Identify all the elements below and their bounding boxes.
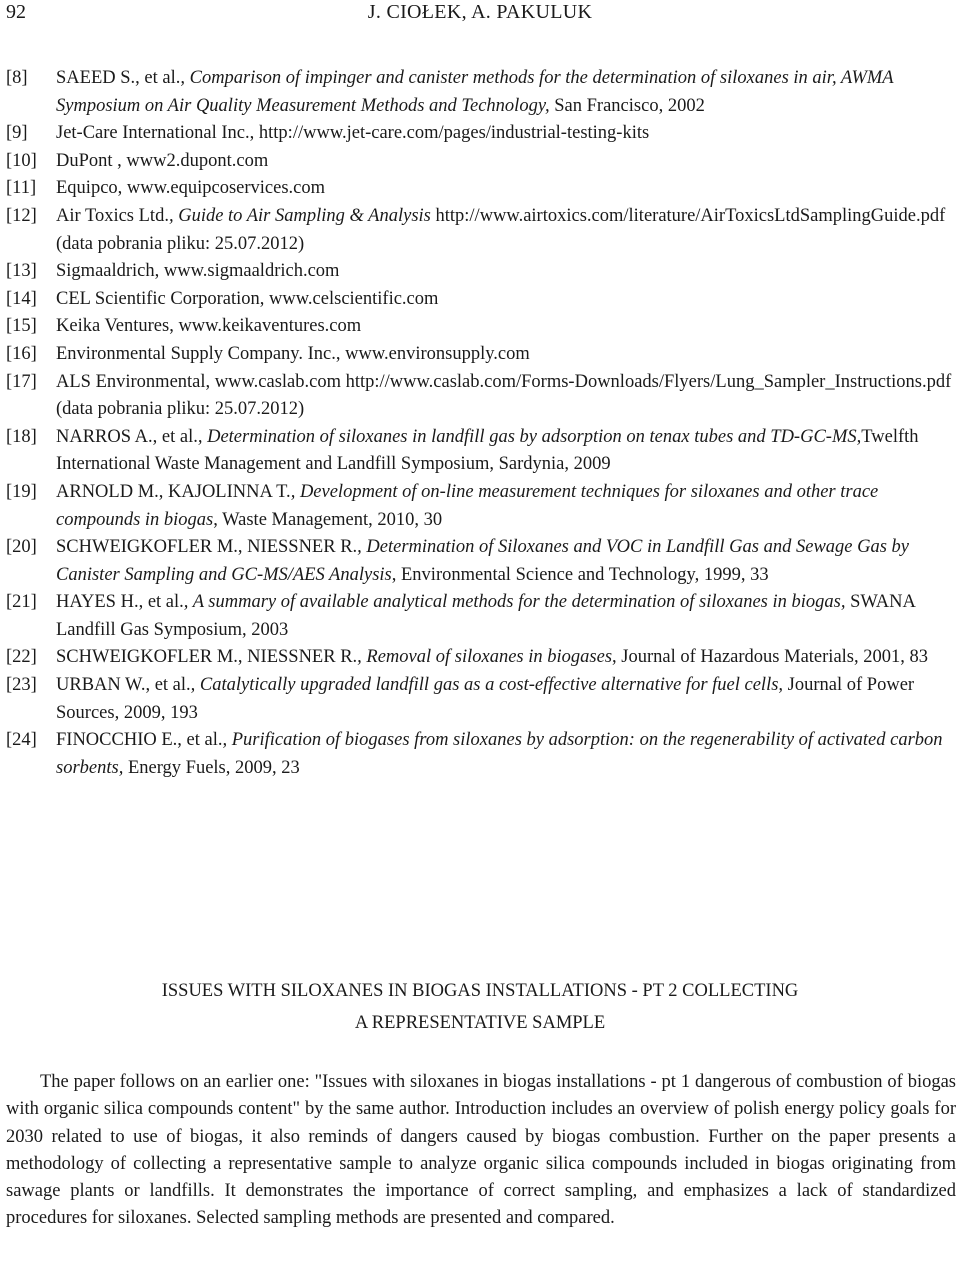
reference-entry bbox=[6, 672, 956, 727]
reference-text bbox=[56, 313, 956, 341]
reference-number: [12] bbox=[6, 205, 37, 226]
reference-number: [14] bbox=[6, 288, 37, 309]
reference-detail: ARNOLD M., KAJOLINNA T. bbox=[56, 481, 291, 502]
reference-detail: http://www.airtoxics.com/literature/AirToxicsLtdSamplingGuide.pdf (data pobrania pliku: 25.07.2012) bbox=[56, 205, 946, 254]
reference-detail: , Waste Management, 2010, 30 bbox=[213, 509, 443, 530]
reference-entry bbox=[6, 534, 956, 589]
reference-number: [23] bbox=[6, 675, 37, 696]
reference-text bbox=[56, 175, 956, 203]
reference-detail: CEL Scientific Corporation, www.celscientific.com bbox=[56, 288, 439, 309]
reference-detail: Keika Ventures, www.keikaventures.com bbox=[56, 316, 362, 337]
reference-entry bbox=[6, 175, 956, 203]
reference-number: [18] bbox=[6, 426, 37, 447]
reference-text bbox=[56, 479, 956, 534]
abstract-title bbox=[0, 975, 960, 1039]
reference-number: [10] bbox=[6, 150, 37, 171]
reference-entry bbox=[6, 203, 956, 258]
reference-number: [17] bbox=[6, 371, 37, 392]
reference-detail: SAEED S., et al. bbox=[56, 68, 181, 88]
reference-text bbox=[56, 341, 956, 369]
reference-title: , Determination of Siloxanes and VOC in Landfill Gas and Sewage Gas by Canister Sampling and GC-MS/AES Analysis bbox=[56, 537, 910, 585]
reference-detail: Twelfth International Waste Management and Landfill Symposium, Sardynia, 2009 bbox=[56, 426, 919, 475]
reference-entry bbox=[6, 341, 956, 369]
reference-detail: Jet-Care International Inc., http://www.jet-care.com/pages/industrial-testing-kits bbox=[56, 123, 650, 144]
abstract-title-line-2: A REPRESENTATIVE SAMPLE bbox=[354, 1013, 606, 1033]
reference-number: [13] bbox=[6, 261, 37, 282]
reference-text bbox=[56, 424, 956, 479]
reference-number: [22] bbox=[6, 647, 37, 668]
reference-title: , Comparison of impinger and canister methods for the determination of siloxanes in air, AWMA Symposium on Air Quality Measurement Methods and Technology, bbox=[56, 68, 894, 116]
reference-entry bbox=[6, 313, 956, 341]
abstract-body: The paper follows on an earlier one: "Issues with siloxanes in biogas installations - pt 1 dangerous of combustion of biogas with organic silica compounds content" by the same author. Introduction includes an overview of polish energy policy goals for 2030 related to use of biogas, it also reminds of dangers caused by biogas combustion. Further on the paper presents a methodology of collecting a representative sample to analyze organic silica compounds included in biogas originating from sawage plants or landfills. It demonstrates the importance of correct sampling, and emphasizes a lack of standardized procedures for siloxanes. Selected sampling methods are presented and compared. bbox=[6, 1072, 956, 1229]
reference-detail: San Francisco, 2002 bbox=[549, 95, 705, 116]
reference-detail: FINOCCHIO E., et al. bbox=[56, 730, 223, 751]
reference-title: , Removal of siloxanes in biogases bbox=[357, 647, 613, 668]
running-head: J. CIOŁEK, A. PAKULUK bbox=[367, 1, 593, 23]
reference-text bbox=[56, 120, 956, 148]
page-header bbox=[0, 0, 960, 26]
abstract-title-line-1: ISSUES WITH SILOXANES IN BIOGAS INSTALLATIONS - PT 2 COLLECTING bbox=[161, 981, 799, 1001]
reference-detail: Energy Fuels, 2009, 23 bbox=[123, 757, 300, 778]
page-number: 92 bbox=[6, 1, 26, 23]
reference-entry bbox=[6, 286, 956, 314]
reference-detail: ALS Environmental, www.caslab.com http://www.caslab.com/Forms-Downloads/Flyers/Lung_Sampler_Instructions.pdf (data pobrania pliku: 25.07.2012) bbox=[56, 371, 952, 420]
reference-title: , Determination of siloxanes in landfill gas by adsorption on tenax tubes and TD-GC-MS, bbox=[197, 426, 862, 447]
reference-entry bbox=[6, 148, 956, 176]
reference-number: [9] bbox=[6, 123, 28, 144]
reference-entry bbox=[6, 65, 956, 120]
reference-text bbox=[56, 258, 956, 286]
reference-number: [24] bbox=[6, 730, 37, 751]
reference-entry bbox=[6, 727, 956, 782]
reference-entry bbox=[6, 644, 956, 672]
reference-detail: SWANA Landfill Gas Symposium, 2003 bbox=[56, 592, 915, 640]
reference-number: [20] bbox=[6, 537, 37, 558]
reference-number: [8] bbox=[6, 68, 28, 88]
reference-text bbox=[56, 727, 956, 782]
reference-detail: Sigmaaldrich, www.sigmaaldrich.com bbox=[56, 261, 340, 282]
reference-entry bbox=[6, 424, 956, 479]
reference-text bbox=[56, 589, 956, 644]
reference-detail: Journal of Power Sources, 2009, 193 bbox=[56, 675, 915, 723]
reference-entry bbox=[6, 258, 956, 286]
reference-number: [15] bbox=[6, 316, 37, 337]
reference-entry bbox=[6, 589, 956, 644]
reference-number: [21] bbox=[6, 592, 37, 613]
reference-detail: , Environmental Science and Technology, 1999, 33 bbox=[391, 564, 769, 585]
reference-title: , A summary of available analytical methods for the determination of siloxanes in biogas, bbox=[183, 592, 846, 613]
reference-detail: SCHWEIGKOFLER M., NIESSNER R. bbox=[56, 647, 358, 668]
reference-text bbox=[56, 65, 956, 120]
reference-detail: , Journal of Hazardous Materials, 2001, 83 bbox=[612, 647, 928, 668]
reference-detail: URBAN W., et al. bbox=[56, 675, 191, 696]
reference-entry bbox=[6, 369, 956, 424]
reference-text bbox=[56, 644, 956, 672]
reference-detail: Equipco, www.equipcoservices.com bbox=[56, 178, 326, 199]
reference-detail: HAYES H., et al. bbox=[56, 592, 184, 613]
reference-number: [11] bbox=[6, 178, 37, 199]
reference-detail: SCHWEIGKOFLER M., NIESSNER R. bbox=[56, 537, 358, 558]
reference-list bbox=[6, 65, 956, 782]
reference-text bbox=[56, 672, 956, 727]
reference-text bbox=[56, 534, 956, 589]
reference-text bbox=[56, 203, 956, 258]
reference-text bbox=[56, 369, 956, 424]
reference-title: , Development of on-line measurement techniques for siloxanes and other trace compounds in biogas bbox=[56, 481, 879, 530]
reference-detail: Environmental Supply Company. Inc., www.environsupply.com bbox=[56, 343, 530, 364]
reference-title: , Guide to Air Sampling & Analysis bbox=[168, 205, 431, 226]
reference-detail: DuPont , www2.dupont.com bbox=[56, 150, 269, 171]
reference-title: , Purification of biogases from siloxanes by adsorption: on the regenerability of activated carbon sorbents, bbox=[56, 730, 943, 778]
reference-text bbox=[56, 286, 956, 314]
reference-number: [19] bbox=[6, 481, 37, 502]
reference-title: , Catalytically upgraded landfill gas as a cost-effective alternative for fuel cells, bbox=[190, 675, 784, 696]
reference-entry bbox=[6, 120, 956, 148]
reference-text bbox=[56, 148, 956, 176]
reference-number: [16] bbox=[6, 343, 37, 364]
reference-entry bbox=[6, 479, 956, 534]
reference-detail: NARROS A., et al. bbox=[56, 426, 198, 447]
reference-detail: Air Toxics Ltd. bbox=[56, 205, 169, 226]
